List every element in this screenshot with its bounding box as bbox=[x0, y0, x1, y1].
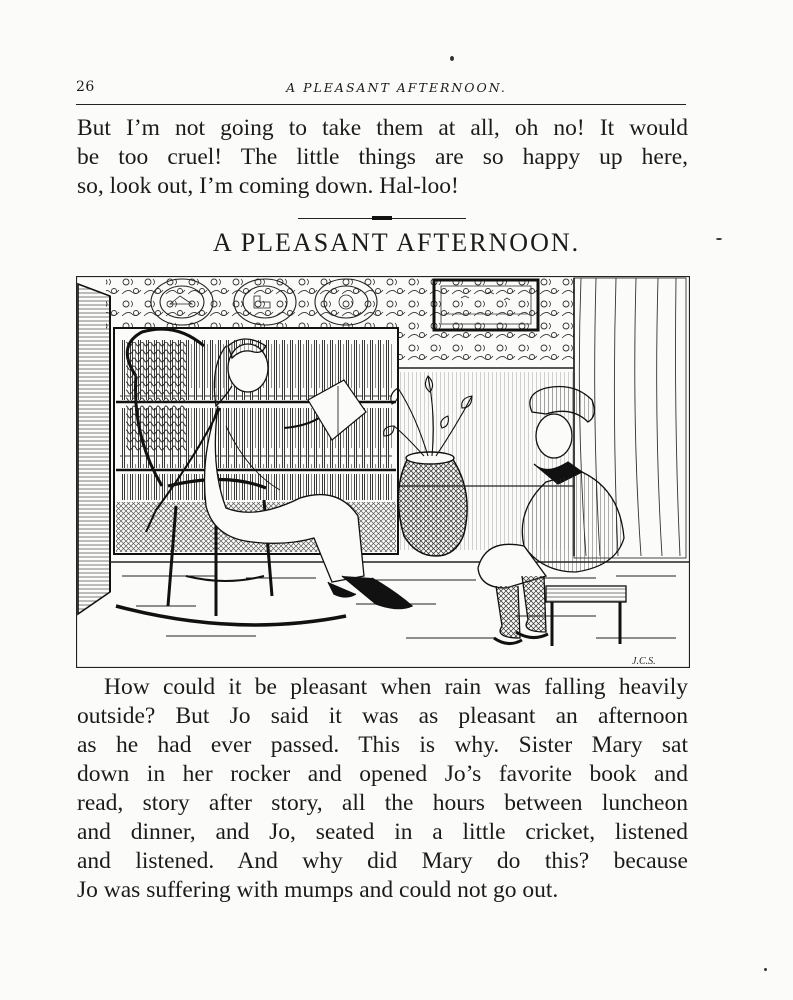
header-rule bbox=[76, 104, 686, 105]
top-paragraph bbox=[77, 114, 688, 201]
text-line: outside? But Jo said it was as pleasant an afternoon bbox=[77, 703, 688, 729]
text-line: and listened. And why did Mary do this? because bbox=[77, 848, 688, 874]
text-line: so, look out, I’m coming down. Hal-loo! bbox=[77, 173, 459, 199]
page-number: 26 bbox=[76, 79, 95, 95]
text-line: How could it be pleasant when rain was falling heavily bbox=[104, 674, 688, 700]
text-line: But I’m not going to take them at all, oh no! It would bbox=[77, 115, 688, 141]
text-line: Jo was suffering with mumps and could not go out. bbox=[77, 877, 559, 903]
section-divider bbox=[298, 216, 466, 222]
running-title: A PLEASANT AFTERNOON. bbox=[286, 80, 507, 95]
story-paragraph bbox=[77, 673, 688, 905]
open-door bbox=[78, 284, 110, 614]
text-line: read, story after story, all the hours between luncheon bbox=[77, 790, 688, 816]
section-title: A PLEASANT AFTERNOON. bbox=[212, 228, 581, 257]
engraving-illustration bbox=[76, 276, 690, 668]
text-line: down in her rocker and opened Jo’s favorite book and bbox=[77, 761, 688, 787]
text-line: as he had ever passed. This is why. Sister Mary sat bbox=[77, 732, 688, 758]
text-line: be too cruel! The little things are so happy up here, bbox=[77, 144, 688, 170]
text-line: and dinner, and Jo, seated in a little cricket, listened bbox=[77, 819, 688, 845]
ink-speck bbox=[450, 56, 454, 61]
artist-signature: J.C.S. bbox=[632, 656, 656, 667]
ink-speck bbox=[764, 968, 767, 971]
